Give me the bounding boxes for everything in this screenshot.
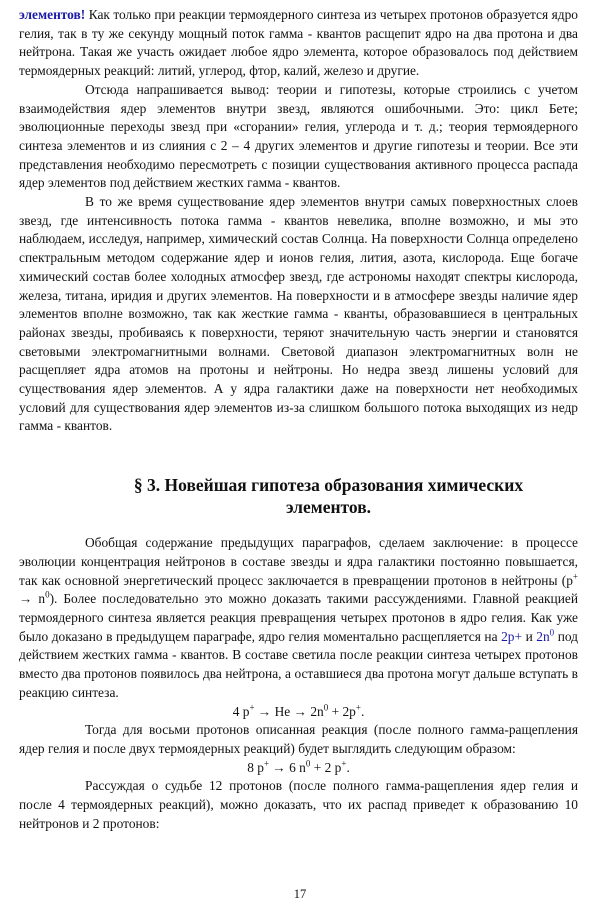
section-heading [19, 474, 578, 518]
highlight-2n-sup: 0 [549, 627, 555, 638]
formula-2-b-sup: 0 [305, 758, 311, 769]
paragraph-2: Отсюда напрашивается вывод: теории и гипотезы, которые строились с учетом взаимодействия ядер элементов внутри звезд, являются ошибочными. Это: цикл Бете; эволюционные переходы звезд при «сгорании» гелия, углерода и т. д.; теория термоядерного синтеза элементов и из слияния с 2 – 4 других элементов и другие гипотезы и теории. Все эти представления необходимо пересмотреть с позиции существования активного процесса распада ядер элементов под действием жестких гамма - квантов. [19, 81, 578, 191]
formula-1-c: + 2p [328, 703, 356, 719]
paragraph-1-text: Как только при реакции термоядерного синтеза из четырех протонов образуется ядро гелия, так в ту же секунду мощный поток гамма - квантов расщепит ядро на два протона и два нейтрона. Такая же участь ожидает любое ядро элемента, которое образовалось под действием термоядерных реакций: литий, углерод, фтор, калий, железо и другие. [19, 7, 578, 79]
formula-2 [19, 759, 578, 778]
paragraph-5: Тогда для восьми протонов описанная реакция (после полного гамма-ращепления ядер гелия и после двух термоядерных реакций) будет выглядить следующим образом: [19, 722, 578, 756]
section-gap [19, 436, 578, 474]
formula-2-a-sup: + [263, 758, 270, 769]
formula-1-c-sup: + [355, 702, 361, 713]
paragraph-4-text-c: под действием жестких гамма - квантов. В составе светила после реакции синтеза четырех протонов вместо два протонов появилось два нейтрона, а оставшиеся два протона могут дальше вступать в реакцию синтеза. [19, 628, 578, 700]
paragraph-1-lead: элементов! [19, 7, 86, 22]
formula-2-b: → 6 n [269, 759, 306, 775]
formula-1-a: 4 p [232, 703, 250, 719]
paragraph-4-arrow: → n [19, 591, 46, 607]
highlight-2n [536, 629, 554, 644]
document-page [19, 6, 578, 833]
highlight-2p: 2p+ [501, 628, 523, 644]
section-heading-line-2: элементов. [285, 497, 372, 518]
paragraph-4 [19, 534, 578, 702]
formula-2-c-sup: + [341, 758, 347, 769]
formula-2-c: + 2 p [310, 759, 342, 775]
formula-2-d: . [346, 759, 350, 775]
formula-1-a-sup: + [249, 702, 255, 713]
paragraph-3: В то же время существование ядер элементов внутри самых поверхностных слоев звезд, где интенсивность потока гамма - квантов невелика, вполне возможно, и мы это наблюдаем, исследуя, например, химический состав Солнца. На поверхности Солнца определено спектральным методом содержание ядер и ионов гелия, лития, азота, кислорода. Еще богаче химический состав более холодных атмосфер звезд, где астрономы находят спектры кислорода, железа, титана, иридия и других элементов. На поверхности и в атмосфере звезды наличие ядер элементов вполне возможно, так как жесткие гамма - кванты, образовавшиеся в центральных районах звезды, пробиваясь к поверхности, теряют значительную часть энергии и становятся световыми электромагнитными волнами. Световой диапазон электромагнитных волн не расщепляет ядра атомов на протоны и нейтроны. Но недра звезд лишены условий для существования ядер элементов. А у ядра галактики даже на поверхности нет необходимых условий для существования ядер элементов из-за слишком большого потока выходящих из недр гамма - квантов. [19, 194, 578, 434]
formula-2-a: 8 p [247, 759, 264, 775]
paragraph-4-text-a: Обобщая содержание предыдущих параграфов, сделаем заключение: в процессе эволюции концентрация нейтронов в составе звезды и ядра галактики постоянно повышается, так как основной энергетический процесс заключается в превращении протонов в нейтроны (p [19, 535, 578, 588]
formula-1 [19, 703, 578, 722]
paragraph-4-and: и [522, 628, 537, 644]
formula-1-b: → He → 2n [254, 703, 324, 719]
paragraph-6: Рассуждая о судьбе 12 протонов (после полного гамма-ращепления ядер гелия и после 4 термоядерных реакций), можно доказать, что их распад приведет к образованию 10 нейтронов и 2 протонов: [19, 778, 578, 831]
page-number: 17 [293, 887, 307, 901]
formula-1-d: . [360, 703, 365, 719]
paragraph-4-text-b: ). Более последовательно это можно доказать такими рассуждениями. Главной реакцией термоядерного синтеза является реакция превращения четырех протонов в ядро гелия. Как уже было доказано в предыдущем параграфе, ядро гелия моментально расщепляется на [19, 591, 578, 644]
formula-1-b-sup: 0 [323, 702, 329, 713]
section-heading-line-1: § 3. Новейшая гипотеза образования химических [133, 475, 524, 496]
superscript-zero: 0 [45, 589, 50, 600]
heading-gap [19, 518, 578, 534]
highlight-2n-text: 2n [536, 628, 550, 644]
paragraph-1 [19, 6, 578, 81]
superscript-plus: + [572, 571, 578, 582]
